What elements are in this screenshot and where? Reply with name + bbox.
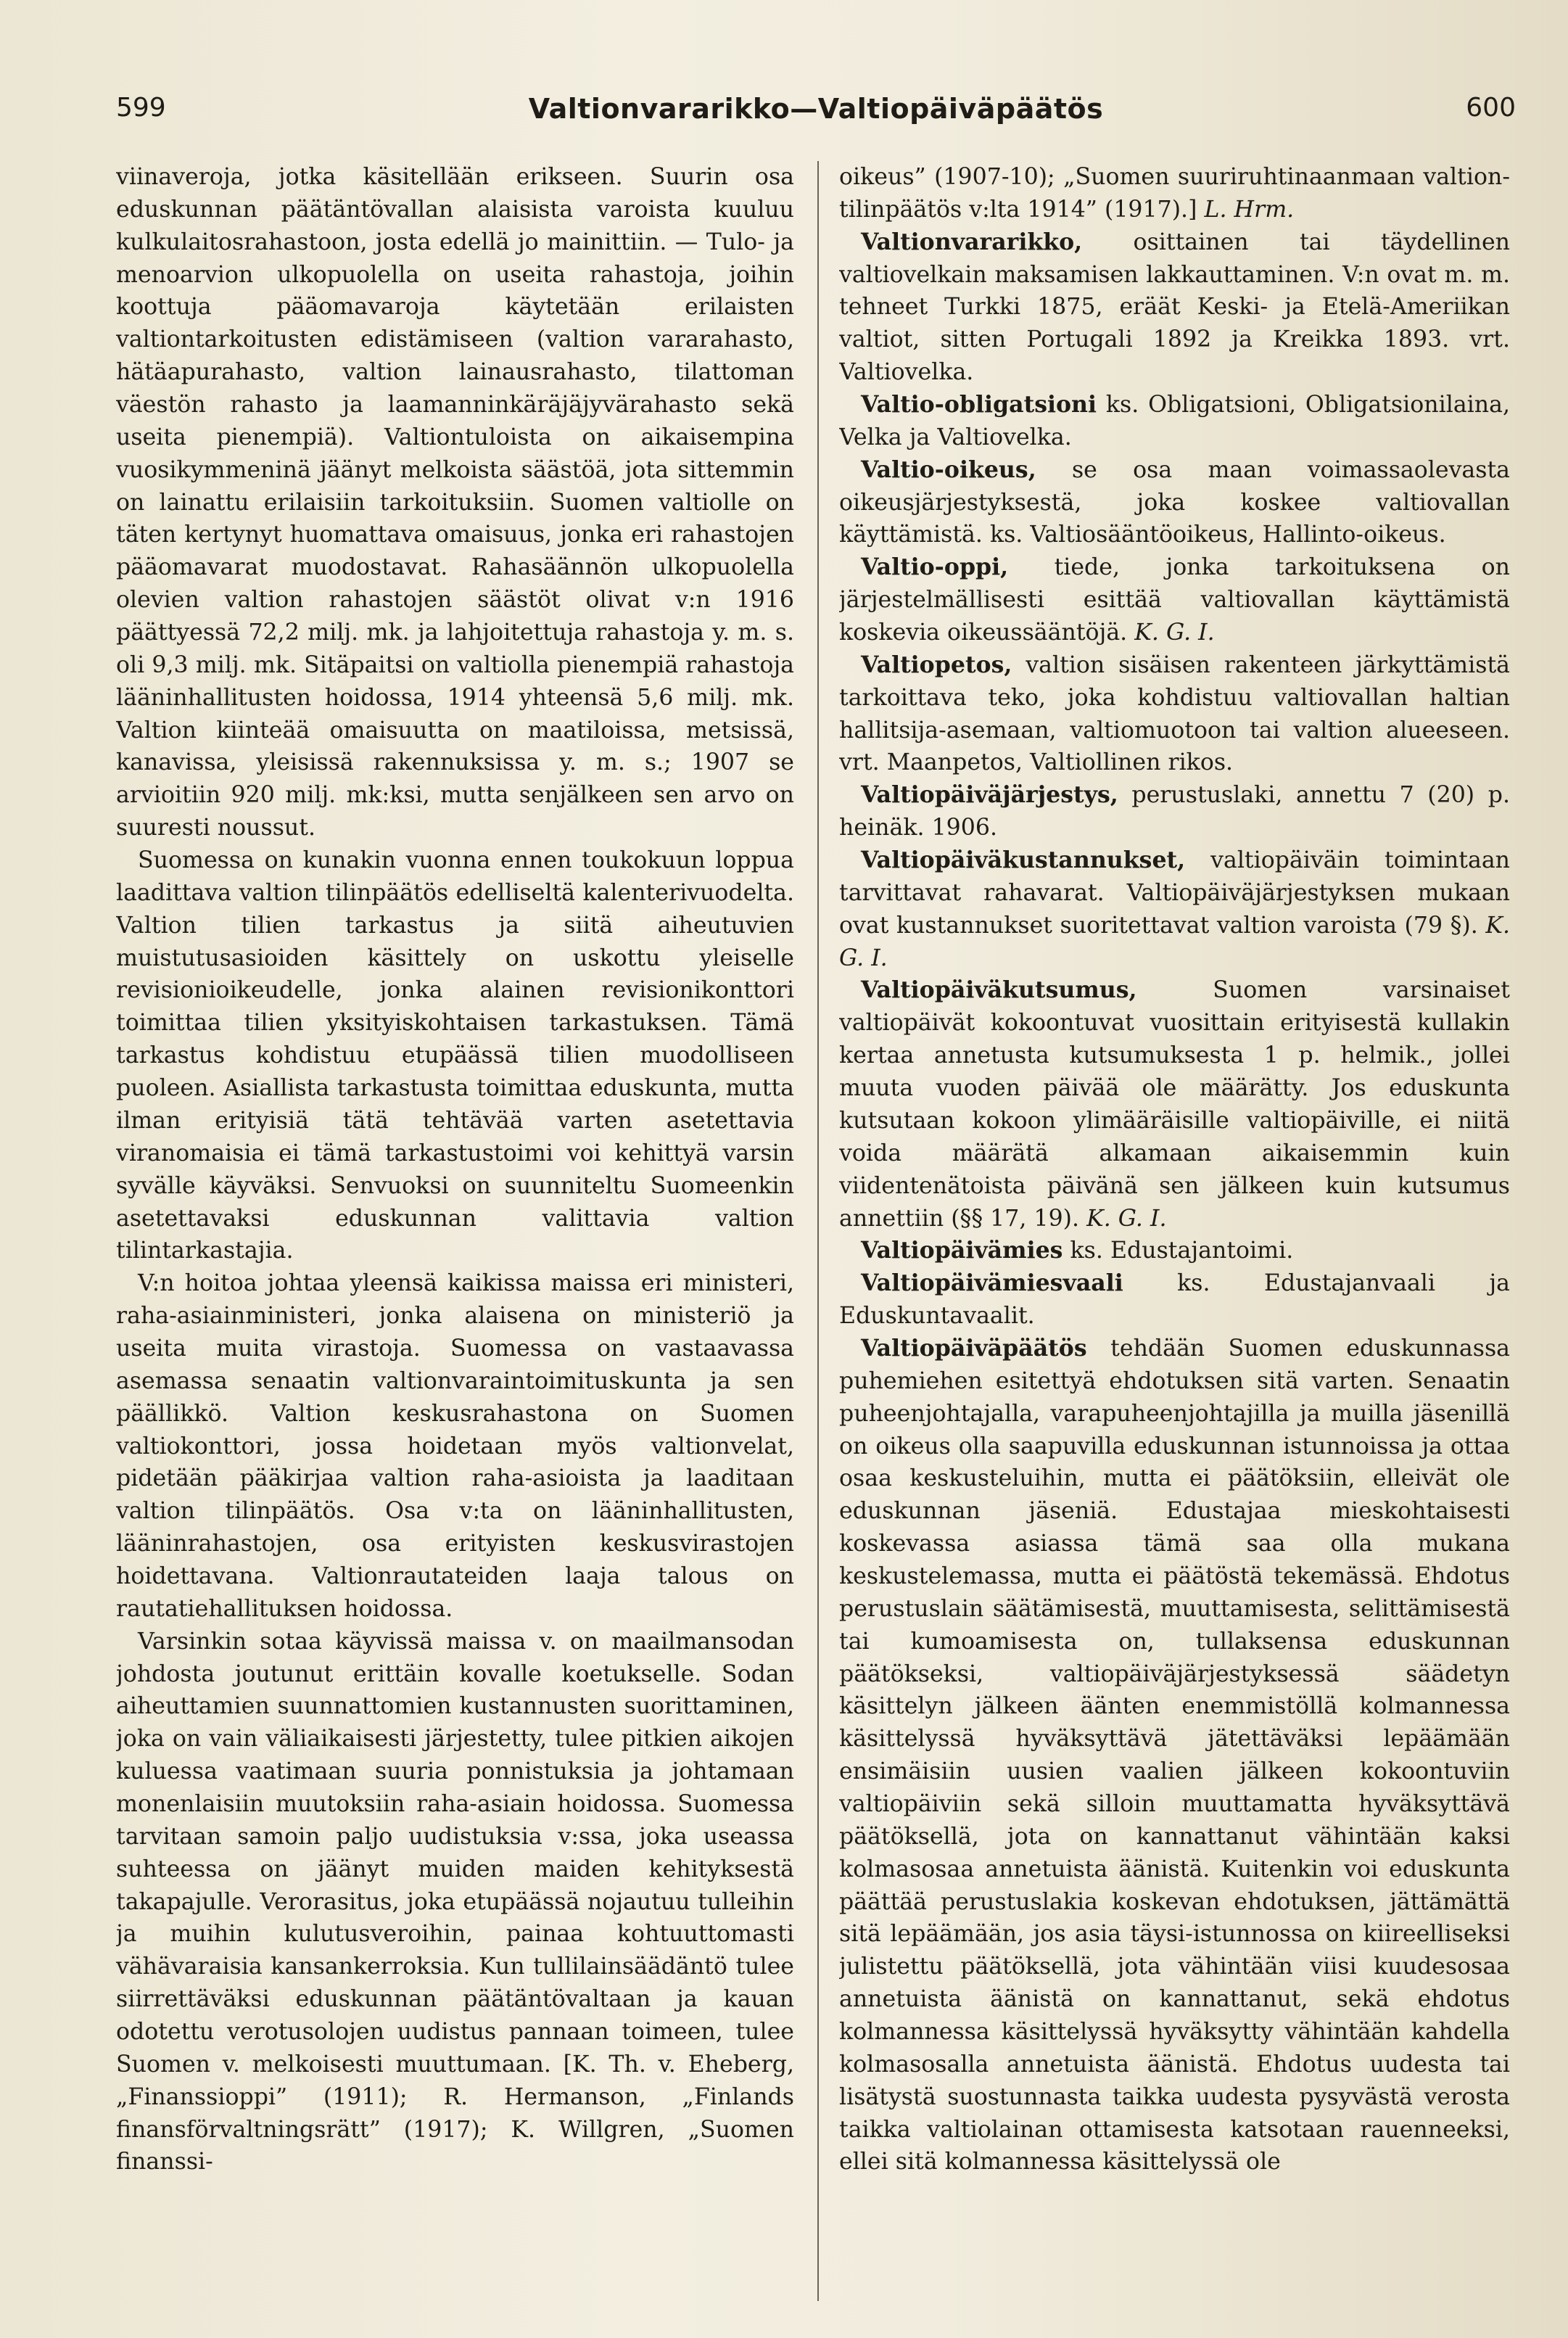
page-header	[116, 93, 1516, 136]
headword: Valtiopäivämiesvaali	[861, 1269, 1123, 1297]
paragraph: Suomessa on kunakin vuonna ennen toukokuun loppua laadittava valtion tilinpäätös edelliseltä kalenterivuodelta. Valtion tilien tarkastus ja siitä aiheutuvien muistutusasioiden käsittely on uskottu yleiselle revisionioikeudelle, jonka alainen revisionikonttori toimittaa tilien yksityiskohtaisen tarkastuksen. Tämä tarkastus kohdistuu etupäässä tilien muodolliseen puoleen. Asiallista tarkastusta toimittaa eduskunta, mutta ilman erityisiä tätä tehtävää varten asetettavia viranomaisia ei tämä tarkastustoimi voi kehittyä varsin syvälle käyväksi. Senvuoksi on suunniteltu Suomeenkin asetettavaksi eduskunnan valittavia valtion tilintarkastajia.	[116, 847, 794, 1264]
entry-text: Suomen varsinaiset valtiopäivät kokoontuvat vuosittain erityisestä kullakin kertaa annetusta kutsumuksesta 1 p. helmik., jollei muuta vuoden päivää ole määrätty. Jos eduskunta kutsutaan kokoon ylimääräisille valtiopäiville, ei niitä voida määrätä alkamaan aikaisemmin kuin viidentenätoista päivänä sen jälkeen kuin kutsumus annettiin (§§ 17, 19).	[839, 977, 1510, 1232]
entry-valtiopaivapaatos	[839, 1333, 1510, 2178]
author-signature: K. G. I.	[839, 912, 1510, 971]
entry-valtionvararikko	[839, 226, 1510, 389]
column-divider	[817, 161, 819, 2301]
entry-valtio-oppi	[839, 551, 1510, 649]
author-signature: L. Hrm.	[1204, 196, 1295, 223]
entry-continuation	[839, 161, 1510, 226]
entry-text: tiede, jonka tarkoituksena on järjestelmällisesti esittää valtiovallan käyttämistä koskevia oikeussääntöjä.	[839, 554, 1510, 646]
entry-valtiopaivamiesvaali	[839, 1267, 1510, 1333]
headword: Valtiopetos,	[861, 651, 1012, 678]
paragraph: Varsinkin sotaa käyvissä maissa v. on maailmansodan johdosta joutunut erittäin kovalle koetukselle. Sodan aiheuttamien suunnattomien kustannusten suorittaminen, joka on vain väliaikaisesti järjestetty, tulee pitkien aikojen kuluessa vaatimaan suuria ponnistuksia ja johtamaan monenlaisiin muutoksiin raha-asiain hoidossa. Suomessa tarvitaan samoin paljo uudistuksia v:ssa, joka useassa suhteessa on jäänyt muiden maiden kehityksestä takapajulle. Verorasitus, joka etupäässä nojautuu tulleihin ja muihin kulutusveroihin, painaa kohtuuttomasti vähävaraisia kansankerroksia. Kun tullilainsäädäntö tulee siirrettäväksi eduskunnan päätäntövaltaan ja kauan odotettu verotusolojen uudistus pannaan toimeen, tulee Suomen v. melkoisesti muuttumaan. [K. Th. v. Eheberg, „Finanssioppi” (1911); R. Hermanson, „Finlands finansförvaltningsrätt” (1917); K. Willgren, „Suomen finanssi-	[116, 1628, 794, 2176]
headword: Valtiopäiväkustannukset,	[861, 847, 1186, 874]
headword: Valtio-oikeus,	[861, 456, 1036, 483]
entry-valtiopaivamies	[839, 1235, 1510, 1267]
paragraph: viinaveroja, jotka käsitellään erikseen. Suurin osa eduskunnan päätäntövallan alaisista varoista kuuluu kulkulaitosrahastoon, josta edellä jo mainittiin. — Tulo- ja menoarvion ulkopuolella on useita rahastoja, joihin koottuja pääomavaroja käytetään erilaisten valtiontarkoitusten edistämiseen (valtion vararahasto, hätäapurahasto, valtion lainausrahasto, tilattoman väestön rahasto ja laamanninkäräjäjyvärahasto sekä useita pienempiä). Valtiontuloista on aikaisempina vuosikymmeninä jäänyt melkoista säästöä, jota sittemmin on lainattu erilaisiin tarkoituksiin. Suomen valtiolle on täten kertynyt huomattava omaisuus, jonka eri rahastojen pääomavarat muodostavat. Rahasäännön ulkopuolella olevien valtion rahastojen säästöt olivat v:n 1916 päättyessä 72,2 milj. mk. ja lahjoitettuja rahastoja y. m. s. oli 9,3 milj. mk. Sitäpaitsi on valtiolla pienempiä rahastoja lääninhallitusten hoidossa, 1914 yhteensä 5,6 milj. mk. Valtion kiinteää omaisuutta on maatiloissa, metsissä, kanavissa, yleisissä rakennuksissa y. m. s.; 1907 se arvioitiin 920 milj. mk:ksi, mutta senjälkeen sen arvo on suuresti noussut.	[116, 164, 794, 841]
headword: Valtionvararikko,	[861, 228, 1083, 255]
headword: Valtio-obligatsioni	[861, 391, 1097, 419]
entry-text: ks. Obligatsioni, Obligatsionilaina, Velka ja Valtiovelka.	[839, 392, 1510, 450]
author-signature: K. G. I.	[1086, 1205, 1167, 1232]
entry-text: ks. Edustajanvaali ja Eduskuntavaalit.	[839, 1270, 1510, 1330]
entry-text: se osa maan voimassaolevasta oikeusjärjestyksestä, joka koskee valtiovallan käyttämistä. ks. Valtiosääntöoikeus, Hallinto-oikeus.	[839, 456, 1510, 548]
headword: Valtiopäiväjärjestys,	[861, 781, 1118, 809]
entry-text: oikeus” (1907-10); „Suomen suuriruhtinaanmaan valtion-tilinpäätös v:lta 1914” (1917).]	[839, 164, 1510, 223]
entry-text: valtion sisäisen rakenteen järkyttämistä tarkoittava teko, joka kohdistuu valtiovallan haltian hallitsija-asemaan, valtiomuotoon tai valtion alueeseen. vrt. Maanpetos, Valtiollinen rikos.	[839, 651, 1510, 776]
author-signature: K. G. I.	[1134, 620, 1215, 646]
entry-text: valtiopäiväin toimintaan tarvittavat rahavarat. Valtiopäiväjärjestyksen mukaan ovat kustannukset suoritettavat valtion varoista (79 §).	[839, 847, 1510, 939]
entry-text: tehdään Suomen eduskunnassa puhemiehen esitettyä ehdotuksen sitä varten. Senaatin puheenjohtajalla, varapuheenjohtajilla ja muilla jäsenillä on oikeus olla saapuvilla eduskunnan istunnoissa ja ottaa osaa keskusteluihin, mutta ei päätöksiin, elleivät ole eduskunnan jäseniä. Edustajaa mieskohtaisesti koskevassa asiassa tämä saa olla mukana keskustelemassa, mutta ei päätöstä tekemässä. Ehdotus perustuslain säätämisestä, muuttamisesta, selittämisestä tai kumoamisesta on, tullaksensa eduskunnan päätökseksi, valtiopäiväjärjestyksessä säädetyn käsittelyn jälkeen äänten enemmistöllä kolmannessa käsittelyssä hyväksyttävä jätettäväksi lepäämään ensimäisiin uusien vaalien jälkeen kokoontuviin valtiopäiviin sekä silloin muuttamatta hyväksyttävä päätöksellä, jota on kannattanut vähintään kaksi kolmasosaa annetuista äänistä. Kuitenkin voi eduskunta päättää perustuslakia koskevan ehdotuksen, jättämättä sitä lepäämään, jos asia täysi-istunnossa on kiireelliseksi julistettu päätöksellä, jota vähintään viisi kuudesosaa annetuista äänistä on kannattanut, sekä ehdotus kolmannessa käsittelyssä hyväksytty vähintään kahdella kolmasosalla annetuista äänistä. Ehdotus uudesta tai lisätystä suostunnasta taikka uudesta pysyvästä verosta taikka valtiolainan ottamisesta katsotaan rauenneeksi, ellei sitä kolmannessa käsittelyssä ole	[839, 1335, 1510, 2176]
headword: Valtiopäiväkutsumus,	[861, 976, 1137, 1004]
entry-valtio-oikeus	[839, 454, 1510, 552]
entry-text: perustuslaki, annettu 7 (20) p. heinäk. 1906.	[839, 782, 1510, 841]
entry-text: osittainen tai täydellinen valtiovelkain maksamisen lakkauttaminen. V:n ovat m. m. tehneet Turkki 1875, eräät Keski- ja Etelä-Ameriikan valtiot, sitten Portugali 1892 ja Kreikka 1893. vrt. Valtiovelka.	[839, 229, 1510, 386]
left-column	[116, 161, 794, 2301]
entry-valtiopaivakutsumus	[839, 974, 1510, 1235]
entry-valtiopetos	[839, 649, 1510, 779]
page-number-left: 599	[116, 93, 166, 123]
headword: Valtiopäivämies	[861, 1237, 1063, 1264]
running-head: Valtionvararikko—Valtiopäiväpäätös	[528, 93, 1104, 125]
entry-text: ks. Edustajantoimi.	[1070, 1238, 1294, 1264]
entry-valtiopaivajarjestys	[839, 779, 1510, 844]
headword: Valtio-oppi,	[861, 553, 1009, 581]
entry-valtio-obligatsioni	[839, 389, 1510, 454]
right-column	[839, 161, 1510, 2301]
paragraph: V:n hoitoa johtaa yleensä kaikissa maissa eri ministeri, raha-asiainministeri, jonka alaisena on ministeriö ja useita muita virastoja. Suomessa on vastaavassa asemassa senaatin valtionvaraintoimituskunta ja sen päällikkö. Valtion keskusrahastona on Suomen valtiokonttori, jossa hoidetaan myös valtionvelat, pidetään pääkirjaa valtion raha-asioista ja laaditaan valtion tilinpäätös. Osa v:ta on lääninhallitusten, lääninrahastojen, osa erityisten keskusvirastojen hoidettavana. Valtionrautateiden laaja talous on rautatiehallituksen hoidossa.	[116, 1270, 794, 1622]
page-number-right: 600	[1466, 93, 1516, 123]
entry-valtiopaivakustannukset	[839, 844, 1510, 974]
headword: Valtiopäiväpäätös	[861, 1334, 1087, 1362]
